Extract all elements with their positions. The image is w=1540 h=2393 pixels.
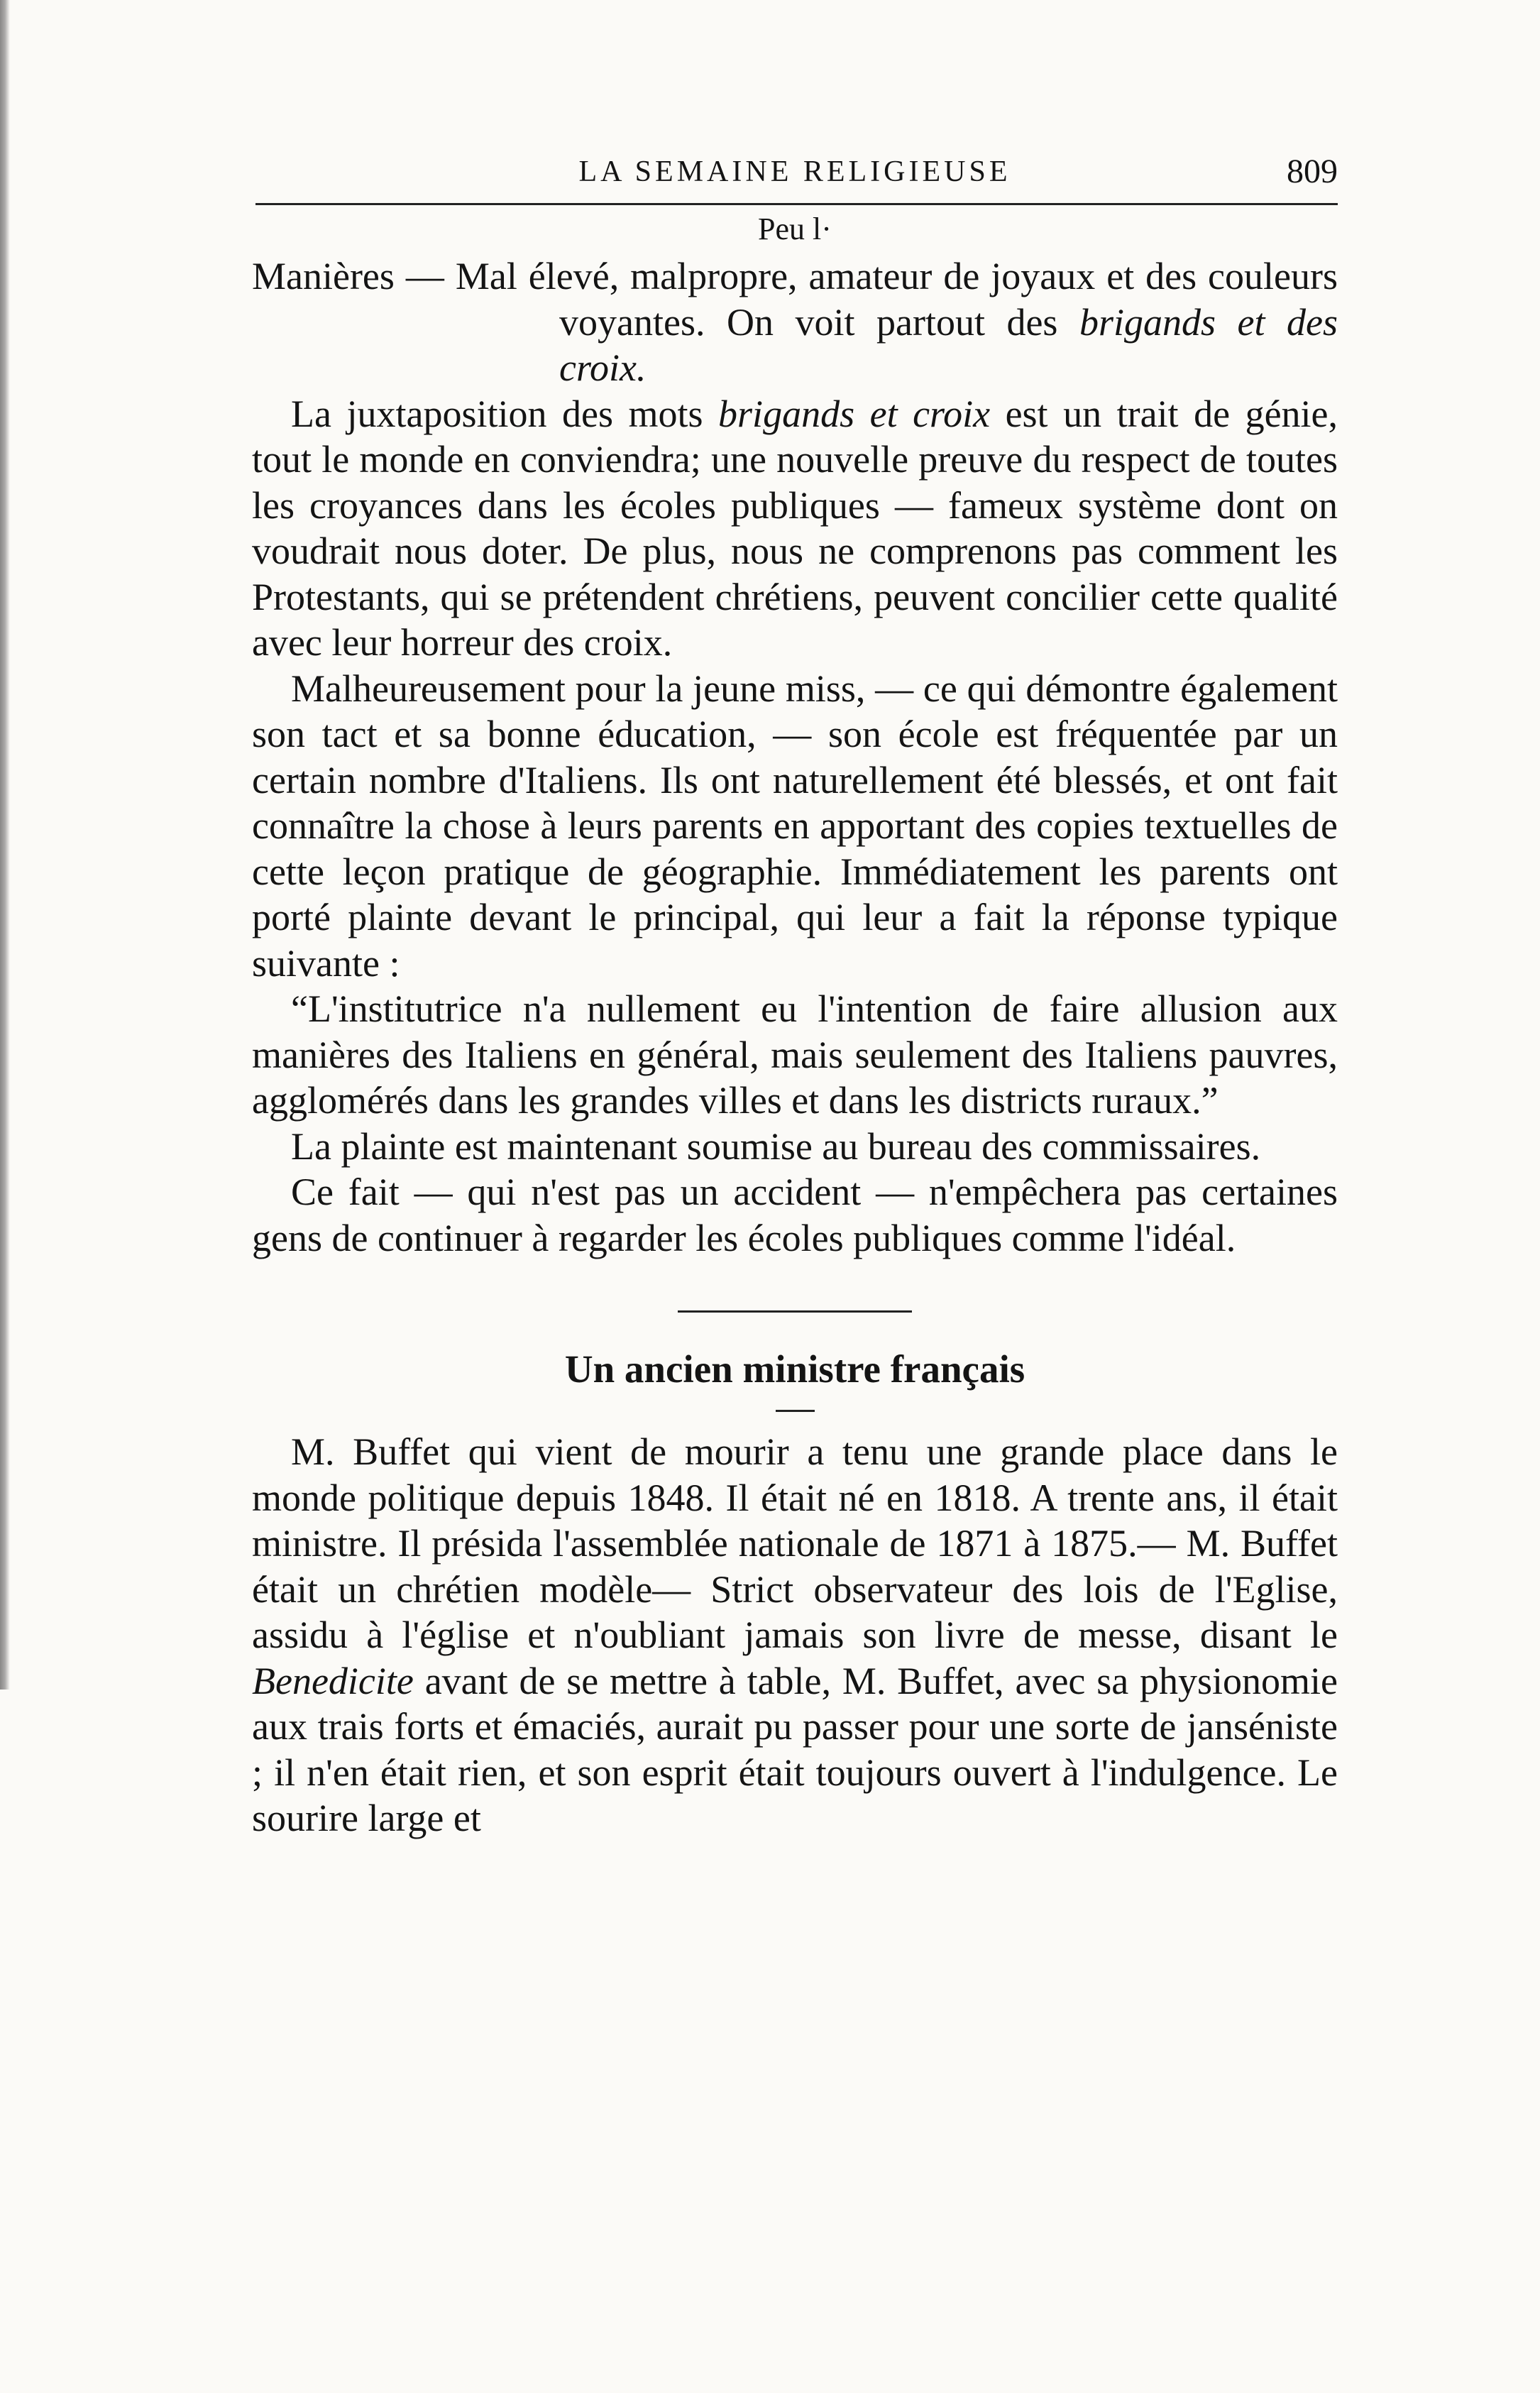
paragraph-text: est un trait de génie, tout le monde en conviendra; une nouvelle preuve du respect de toutes les croyances dans les écoles publiques — fameux système dont on voudrait nous doter. De plus, nous ne comprenons pas comment les Protestants, qui se prétendent chrétiens, peuvent concilier cette qualité avec leur horreur des croix. <box>252 392 1338 664</box>
book-page <box>252 149 1338 1841</box>
paragraph-text: avant de se mettre à table, M. Buffet, avec sa physionomie aux trais forts et émaciés, aurait pu passer pour une sorte de janséniste ; il n'en était rien, et son esprit était toujours ouvert à l'indulgence. Le sourire large et <box>252 1659 1338 1839</box>
manieres-entry <box>252 253 1338 391</box>
section-divider <box>678 1310 912 1313</box>
paragraph-quote: “L'institutrice n'a nullement eu l'intention de faire allusion aux manières des Italiens en général, mais seulement des Italiens pauvres, agglomérés dans les grandes villes et dans les districts ruraux.” <box>252 987 1338 1122</box>
page-number: 809 <box>1287 153 1338 190</box>
paragraph-text: M. Buffet qui vient de mourir a tenu une grande place dans le monde politique depuis 1848. Il était né en 1818. A trente ans, il était ministre. Il présida l'assemblée nationale de 1871 à 1875.— M. Buffet était un chrétien modèle— Strict observateur des lois de l'Eglise, assidu à l'église et n'oubliant jamais son livre de messe, disant le <box>252 1430 1338 1656</box>
paragraph-text: La juxtaposition des mots <box>291 392 719 435</box>
paragraph-italic: Benedicite <box>252 1659 414 1702</box>
scan-edge-shadow <box>0 0 10 1690</box>
header-rule <box>255 203 1338 205</box>
paragraph-buffet <box>252 1429 1338 1841</box>
paragraph-italic: brigands et croix <box>718 392 991 435</box>
running-head <box>252 149 1338 199</box>
title-dash <box>776 1410 815 1412</box>
entry-label: Manières — <box>252 255 444 297</box>
paragraph-juxtaposition <box>252 391 1338 666</box>
section-title: Un ancien ministre français <box>564 1347 1025 1391</box>
entry-text: Mal élevé, malpropre, amateur de joyaux et des couleurs voyantes. On voit partout des <box>455 255 1338 344</box>
paragraph-plainte: La plainte est maintenant soumise au bureau des commissaires. <box>291 1124 1261 1168</box>
entry-italic: brigands et des croix. <box>559 300 1338 389</box>
paragraph-malheureusement: Malheureusement pour la jeune miss, — ce qui démontre également son tact et sa bonne éducation, — son école est fréquentée par un certain nombre d'Italiens. Ils ont naturellement été blessés, et ont fait connaître la chose à leurs parents en apportant des copies textuelles de cette leçon pratique de géographie. Immédiatement les parents ont porté plainte devant le principal, qui leur a fait la réponse typique suivante : <box>252 667 1338 985</box>
running-title: LA SEMAINE RELIGIEUSE <box>578 155 1011 188</box>
list-tag: Peu l· <box>758 212 832 246</box>
paragraph-ce-fait: Ce fait — qui n'est pas un accident — n'empêchera pas certaines gens de continuer à regarder les écoles publiques comme l'idéal. <box>252 1171 1338 1259</box>
